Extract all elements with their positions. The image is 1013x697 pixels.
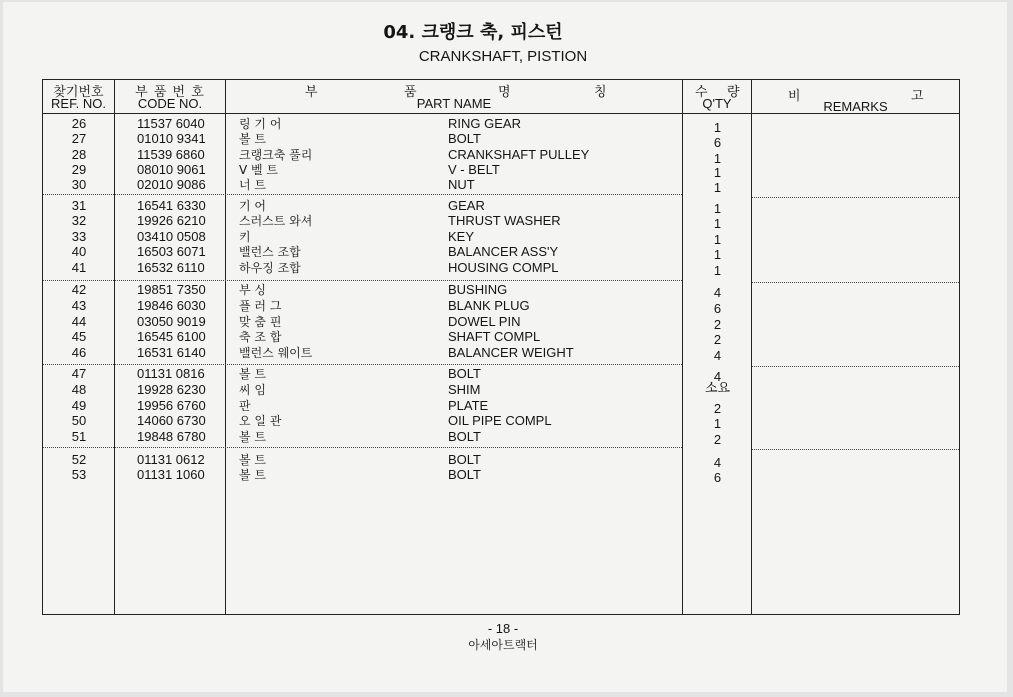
quantity: 6 bbox=[713, 470, 722, 485]
ref-number: 27 bbox=[71, 131, 87, 146]
code-number: 16532 6110 bbox=[137, 260, 205, 275]
quantity: 1 bbox=[713, 416, 722, 431]
page-number: - 18 - bbox=[487, 621, 519, 636]
part-name-english: BLANK PLUG bbox=[448, 298, 530, 313]
part-name-english: V - BELT bbox=[448, 162, 500, 177]
quantity: 4 bbox=[713, 369, 722, 384]
part-name-english: DOWEL PIN bbox=[448, 314, 521, 329]
part-name-english: PLATE bbox=[448, 398, 489, 413]
group-separator bbox=[43, 194, 682, 195]
ref-number: 51 bbox=[71, 429, 87, 444]
part-name-korean: 오 일 관 bbox=[239, 414, 282, 428]
header-name-korean-3: 명 bbox=[498, 85, 511, 100]
code-number: 16541 6330 bbox=[137, 198, 206, 213]
ref-number: 49 bbox=[71, 398, 87, 413]
part-name-korean: 기 어 bbox=[239, 199, 266, 213]
part-name-korean: 스러스트 와셔 bbox=[239, 214, 313, 228]
quantity: 4 bbox=[713, 348, 722, 363]
header-ref-korean: 찾기번호 bbox=[53, 85, 104, 100]
ref-number: 50 bbox=[71, 413, 87, 428]
quantity: 1 bbox=[713, 216, 722, 231]
quantity: 1 bbox=[713, 151, 722, 166]
part-name-korean: 밸런스 조합 bbox=[239, 245, 301, 259]
table-row bbox=[43, 345, 959, 361]
header-name-korean-1: 부 bbox=[305, 85, 318, 100]
part-name-english: OIL PIPE COMPL bbox=[448, 413, 552, 428]
page-title-korean: 04. 크랭크 축, 피스턴 bbox=[383, 22, 563, 43]
quantity: 1 bbox=[713, 165, 722, 180]
part-name-english: KEY bbox=[448, 229, 475, 244]
header-name-korean-2: 품 bbox=[404, 85, 417, 100]
quantity: 4 bbox=[713, 285, 722, 300]
table-row bbox=[43, 382, 959, 398]
part-name-korean: 축 조 합 bbox=[239, 330, 282, 344]
header-name-korean-4: 칭 bbox=[594, 85, 607, 100]
header-remarks-korean-1: 비 bbox=[788, 89, 801, 104]
ref-number: 46 bbox=[71, 345, 87, 360]
part-name-korean: 링 기 어 bbox=[239, 117, 282, 131]
code-number: 02010 9086 bbox=[137, 177, 206, 192]
part-name-korean: 판 bbox=[239, 399, 251, 413]
table-row bbox=[43, 244, 959, 260]
parts-list-page bbox=[3, 2, 1007, 692]
part-name-korean: 볼 트 bbox=[239, 132, 266, 146]
table-row bbox=[43, 229, 959, 245]
code-number: 03410 0508 bbox=[137, 229, 206, 244]
quantity: 2 bbox=[713, 317, 722, 332]
part-name-korean: 볼 트 bbox=[239, 453, 266, 467]
page-title-english: CRANKSHAFT, PISTION bbox=[418, 48, 588, 65]
quantity: 2 bbox=[713, 332, 722, 347]
code-number: 19848 6780 bbox=[137, 429, 206, 444]
quantity: 6 bbox=[713, 135, 722, 150]
ref-number: 42 bbox=[71, 282, 87, 297]
part-name-korean: 밸런스 웨이트 bbox=[239, 346, 313, 360]
ref-number: 47 bbox=[71, 366, 87, 381]
code-number: 16503 6071 bbox=[137, 244, 206, 259]
part-name-english: BOLT bbox=[448, 452, 481, 467]
ref-number: 33 bbox=[71, 229, 87, 244]
part-name-korean: 너 트 bbox=[239, 178, 266, 192]
group-separator bbox=[43, 447, 682, 448]
quantity: 1 bbox=[713, 201, 722, 216]
code-number: 19926 6210 bbox=[137, 213, 206, 228]
ref-number: 26 bbox=[71, 116, 87, 131]
code-number: 19928 6230 bbox=[137, 382, 206, 397]
part-name-korean: 볼 트 bbox=[239, 468, 266, 482]
code-number: 01131 0816 bbox=[137, 366, 205, 381]
table-row bbox=[43, 429, 959, 445]
table-row bbox=[43, 177, 959, 193]
table-row bbox=[43, 298, 959, 314]
quantity: 1 bbox=[713, 263, 722, 278]
header-remarks-korean-2: 고 bbox=[911, 89, 924, 104]
part-name-korean: 크랭크축 풀리 bbox=[239, 148, 313, 162]
header-qty-korean-2: 량 bbox=[727, 85, 740, 100]
quantity: 6 bbox=[713, 301, 722, 316]
part-name-english: BOLT bbox=[448, 131, 481, 146]
group-separator bbox=[752, 449, 959, 450]
table-row bbox=[43, 413, 959, 429]
part-name-korean: 플 러 그 bbox=[239, 299, 282, 313]
table-row bbox=[43, 213, 959, 229]
part-name-korean: 부 싱 bbox=[239, 283, 266, 297]
part-name-english: GEAR bbox=[448, 198, 485, 213]
code-number: 08010 9061 bbox=[137, 162, 206, 177]
part-name-english: HOUSING COMPL bbox=[448, 260, 559, 275]
code-number: 03050 9019 bbox=[137, 314, 206, 329]
code-number: 01010 9341 bbox=[137, 131, 206, 146]
part-name-korean: 볼 트 bbox=[239, 430, 266, 444]
quantity: 1 bbox=[713, 247, 722, 262]
table-row bbox=[43, 116, 959, 135]
quantity: 1 bbox=[713, 120, 722, 135]
ref-number: 45 bbox=[71, 329, 87, 344]
parts-table bbox=[42, 79, 960, 615]
part-name-english: NUT bbox=[448, 177, 475, 192]
header-code-korean: 부 품 번 호 bbox=[135, 85, 205, 100]
part-name-korean: 볼 트 bbox=[239, 367, 266, 381]
group-separator bbox=[43, 364, 682, 365]
header-remarks-english: REMARKS bbox=[823, 99, 888, 114]
table-row bbox=[43, 314, 959, 330]
table-row bbox=[43, 147, 959, 166]
table-row bbox=[43, 282, 959, 298]
part-name-korean: 씨 임 bbox=[239, 383, 266, 397]
code-number: 16545 6100 bbox=[137, 329, 206, 344]
table-row bbox=[43, 398, 959, 414]
quantity: 4 bbox=[713, 455, 722, 470]
company-name: 아세아트랙터 bbox=[468, 638, 538, 652]
part-name-english: SHIM bbox=[448, 382, 481, 397]
part-name-english: BOLT bbox=[448, 366, 481, 381]
code-number: 19956 6760 bbox=[137, 398, 206, 413]
part-name-korean: 하우징 조합 bbox=[239, 261, 301, 275]
ref-number: 41 bbox=[71, 260, 87, 275]
code-number: 19846 6030 bbox=[137, 298, 206, 313]
code-number: 11537 6040 bbox=[137, 116, 205, 131]
quantity: 소요 bbox=[704, 381, 731, 396]
code-number: 01131 1060 bbox=[137, 467, 205, 482]
part-name-korean: 키 bbox=[239, 230, 251, 244]
quantity: 2 bbox=[713, 401, 722, 416]
part-name-korean: 맞 춤 핀 bbox=[239, 315, 282, 329]
part-name-english: THRUST WASHER bbox=[448, 213, 561, 228]
table-row bbox=[43, 467, 959, 483]
table-row bbox=[43, 329, 959, 345]
code-number: 01131 0612 bbox=[137, 452, 205, 467]
group-separator bbox=[43, 280, 682, 281]
part-name-english: RING GEAR bbox=[448, 116, 521, 131]
quantity: 1 bbox=[713, 180, 722, 195]
code-number: 11539 6860 bbox=[137, 147, 205, 162]
ref-number: 44 bbox=[71, 314, 87, 329]
part-name-english: BALANCER WEIGHT bbox=[448, 345, 574, 360]
ref-number: 48 bbox=[71, 382, 87, 397]
table-row bbox=[43, 366, 959, 382]
quantity: 1 bbox=[713, 232, 722, 247]
ref-number: 32 bbox=[71, 213, 87, 228]
code-number: 16531 6140 bbox=[137, 345, 206, 360]
ref-number: 29 bbox=[71, 162, 87, 177]
ref-number: 43 bbox=[71, 298, 87, 313]
header-qty-english: Q'TY bbox=[702, 96, 732, 111]
ref-number: 28 bbox=[71, 147, 87, 162]
header-ref-english: REF. NO. bbox=[51, 96, 106, 111]
header-part-name: PART NAME bbox=[416, 96, 492, 111]
header-code-english: CODE NO. bbox=[137, 96, 203, 111]
part-name-english: BOLT bbox=[448, 429, 481, 444]
ref-number: 40 bbox=[71, 244, 87, 259]
part-name-korean: V 벨 트 bbox=[239, 163, 279, 177]
code-number: 19851 7350 bbox=[137, 282, 206, 297]
header-qty-korean-1: 수 bbox=[695, 85, 708, 100]
table-row bbox=[43, 198, 959, 214]
table-row bbox=[43, 162, 959, 178]
table-row bbox=[43, 452, 959, 468]
ref-number: 52 bbox=[71, 452, 87, 467]
part-name-english: SHAFT COMPL bbox=[448, 329, 541, 344]
ref-number: 30 bbox=[71, 177, 87, 192]
part-name-english: CRANKSHAFT PULLEY bbox=[448, 147, 590, 162]
part-name-english: BOLT bbox=[448, 467, 481, 482]
quantity: 2 bbox=[713, 432, 722, 447]
table-row bbox=[43, 131, 959, 150]
ref-number: 31 bbox=[71, 198, 87, 213]
part-name-english: BALANCER ASS'Y bbox=[448, 244, 559, 259]
table-row bbox=[43, 260, 959, 276]
part-name-english: BUSHING bbox=[448, 282, 508, 297]
ref-number: 53 bbox=[71, 467, 87, 482]
code-number: 14060 6730 bbox=[137, 413, 206, 428]
